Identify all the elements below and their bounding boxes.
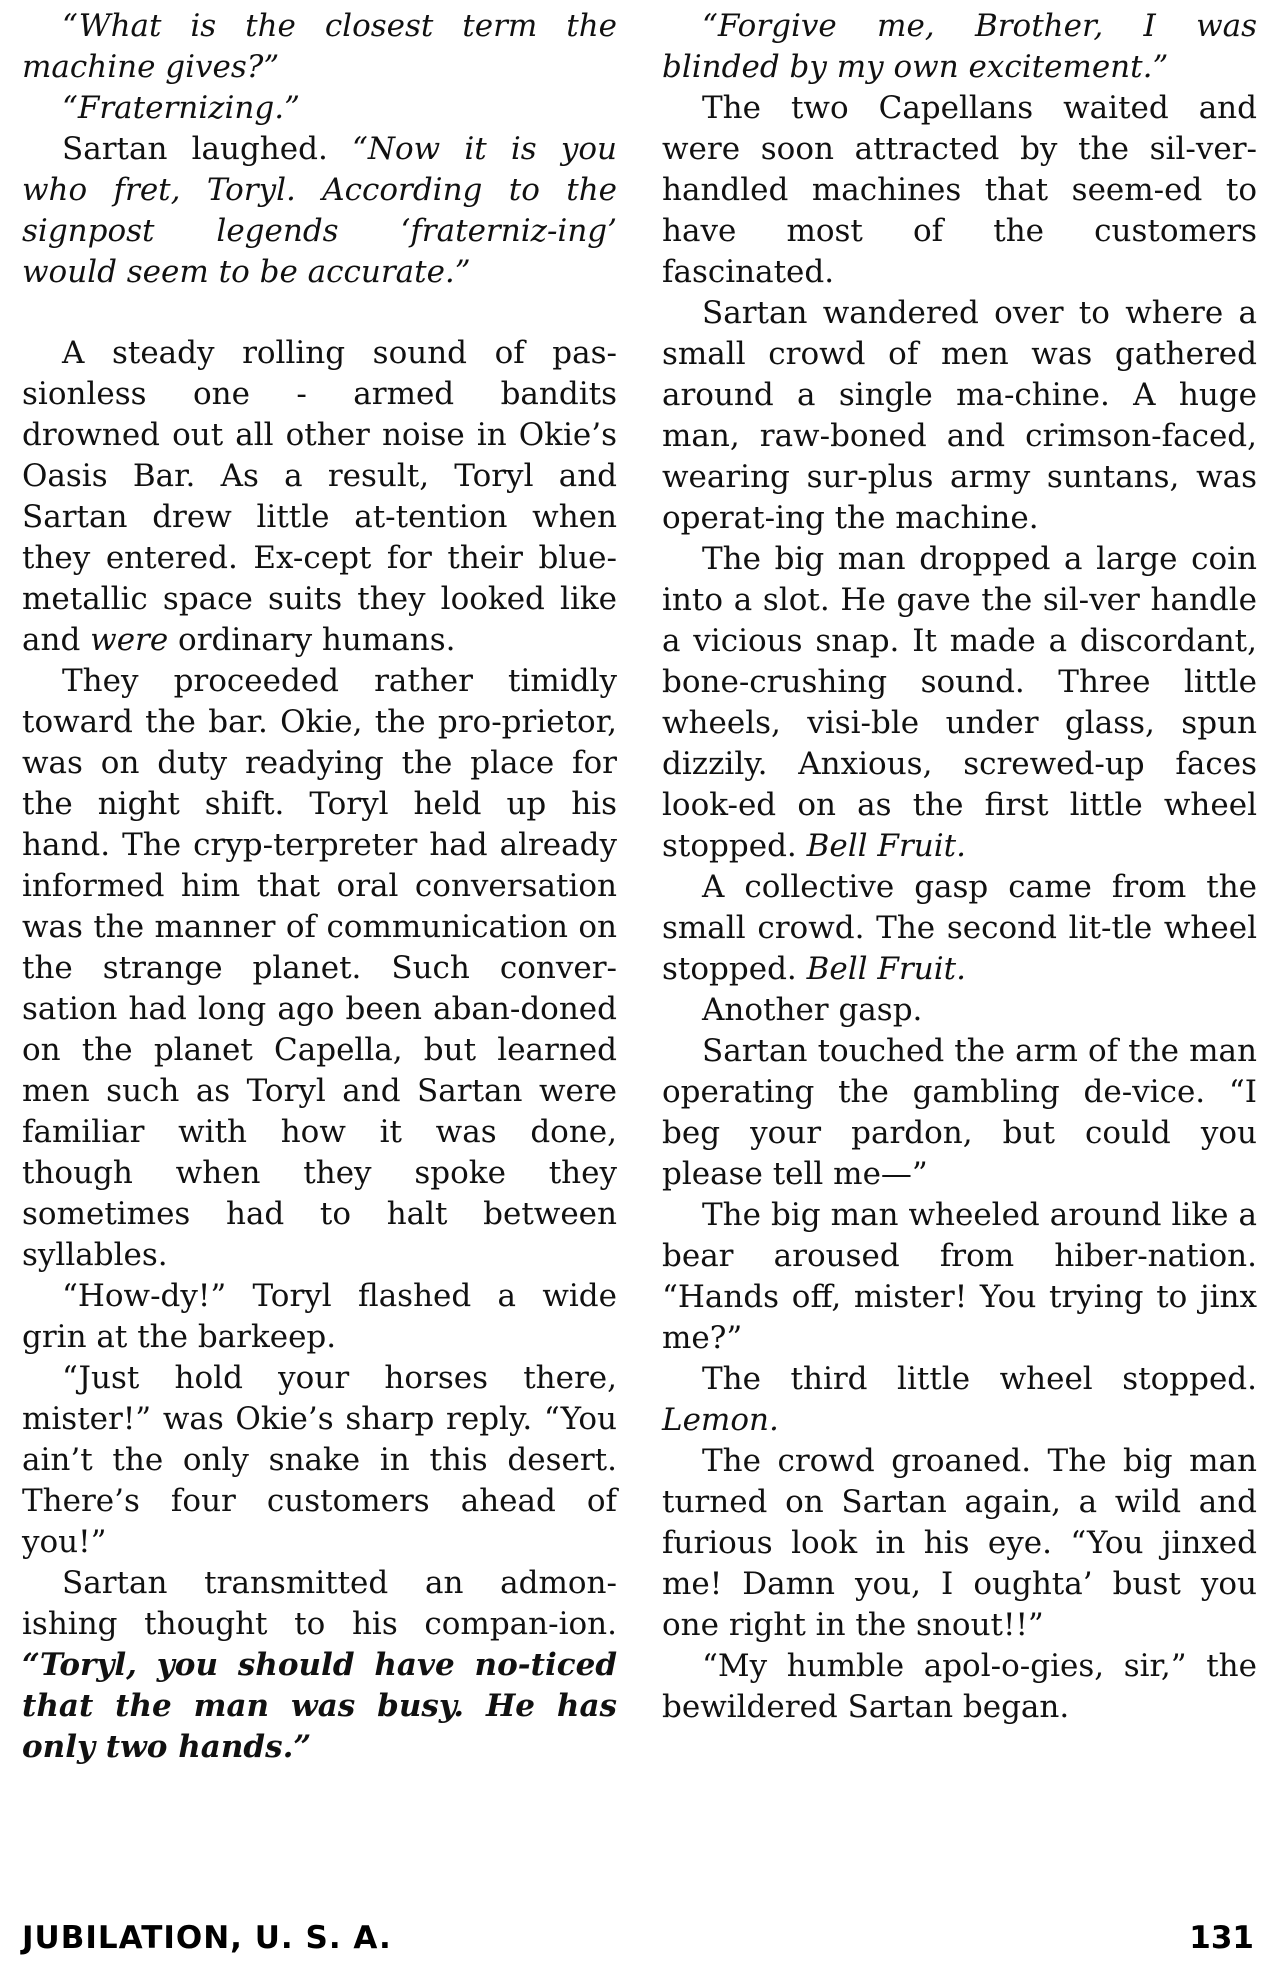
- text-run: The big man wheeled around like a bear aroused from hiber-nation. “Hands off, mister! You trying to jinx me?”: [662, 1197, 1257, 1356]
- text-run: “Toryl, you should have no-ticed that the man was busy. He has only two hands.”: [22, 1647, 617, 1765]
- text-run: Bell Fruit.: [806, 828, 966, 864]
- text-run: Lemon.: [662, 1402, 779, 1438]
- page-number: 131: [1189, 1920, 1254, 1956]
- paragraph: [662, 1359, 1257, 1441]
- paragraph: [22, 1563, 617, 1768]
- paragraph: [662, 88, 1257, 293]
- text-run: “What is the closest term the machine gives?”: [22, 8, 617, 85]
- paragraph: [662, 1646, 1257, 1728]
- text-run: ordinary humans.: [168, 622, 456, 658]
- text-run: “Just hold your horses there, mister!” was Okie’s sharp reply. “You ain’t the only snake in this desert. There’s four customers ahead of you!”: [22, 1360, 617, 1560]
- paragraph: [662, 293, 1257, 539]
- text-run: They proceeded rather timidly toward the bar. Okie, the pro-prietor, was on duty readying the place for the night shift. Toryl held up his hand. The cryp-terpreter had already informed him that oral conversation was the manner of communication on the strange planet. Such conver-sation had long ago been aban-doned on the planet Capella, but learned men such as Toryl and Sartan were familiar with how it was done, though when they spoke they sometimes had to halt between syllables.: [22, 663, 617, 1273]
- paragraph: [22, 88, 617, 129]
- paragraph: [22, 661, 617, 1276]
- paragraph: [22, 1276, 617, 1358]
- text-run: “How-dy!” Toryl flashed a wide grin at the barkeep.: [22, 1278, 617, 1355]
- paragraph: [662, 867, 1257, 990]
- paragraph: [22, 333, 617, 661]
- text-run: The third little wheel stopped.: [702, 1361, 1257, 1397]
- text-run: The big man dropped a large coin into a slot. He gave the sil-ver handle a vicious snap. It made a discordant, bone-crushing sound. Three little wheels, visi-ble under glass, spun dizzily. Anxious, screwed-up faces look-ed on as the first little wheel stopped.: [662, 541, 1257, 864]
- text-run: A steady rolling sound of pas-sionless one - armed bandits drowned out all other noise in Okie’s Oasis Bar. As a result, Toryl and Sartan drew little at-tention when they entered. Ex-cept for their blue-metallic space suits they looked like and: [22, 335, 617, 658]
- text-run: The two Capellans waited and were soon attracted by the sil-ver-handled machines that seem-ed to have most of the customers fascinated.: [662, 90, 1257, 290]
- text-run: Sartan transmitted an admon-ishing thought to his compan-ion.: [22, 1565, 617, 1642]
- paragraph: [662, 1031, 1257, 1195]
- paragraph: [662, 990, 1257, 1031]
- text-run: “Now it is you who fret, Toryl. According to the signpost legends ‘fraterniz-ing’ would seem to be accurate.”: [22, 131, 617, 290]
- text-run: Bell Fruit.: [806, 951, 966, 987]
- text-run: Another gasp.: [702, 992, 923, 1028]
- paragraph: [662, 1195, 1257, 1359]
- text-run: “Forgive me, Brother, I was blinded by my own excitement.”: [662, 8, 1257, 85]
- paragraph: [22, 1358, 617, 1563]
- paragraph: [662, 1441, 1257, 1646]
- paragraph: [22, 129, 617, 293]
- running-title: JUBILATION, U. S. A.: [22, 1920, 392, 1956]
- right-text-column: [662, 6, 1257, 1728]
- paragraph: [662, 539, 1257, 867]
- text-run: A collective gasp came from the small crowd. The second lit-tle wheel stopped.: [662, 869, 1257, 987]
- left-text-column: [22, 6, 617, 1768]
- page-footer: [22, 1918, 1254, 1958]
- text-run: Sartan laughed.: [62, 131, 352, 167]
- text-run: Sartan touched the arm of the man operating the gambling de-vice. “I beg your pardon, but could you please tell me—”: [662, 1033, 1257, 1192]
- paragraph: [22, 6, 617, 88]
- paragraph: [662, 6, 1257, 88]
- text-run: Sartan wandered over to where a small crowd of men was gathered around a single ma-chine. A huge man, raw-boned and crimson-faced, wearing sur-plus army suntans, was operat-ing the machine.: [662, 295, 1257, 536]
- text-run: were: [90, 622, 169, 658]
- text-run: “Fraternizing.”: [62, 90, 300, 126]
- text-run: “My humble apol-o-gies, sir,” the bewildered Sartan began.: [662, 1648, 1257, 1725]
- text-run: The crowd groaned. The big man turned on Sartan again, a wild and furious look in his eye. “You jinxed me! Damn you, I oughta’ bust you one right in the snout!!”: [662, 1443, 1257, 1643]
